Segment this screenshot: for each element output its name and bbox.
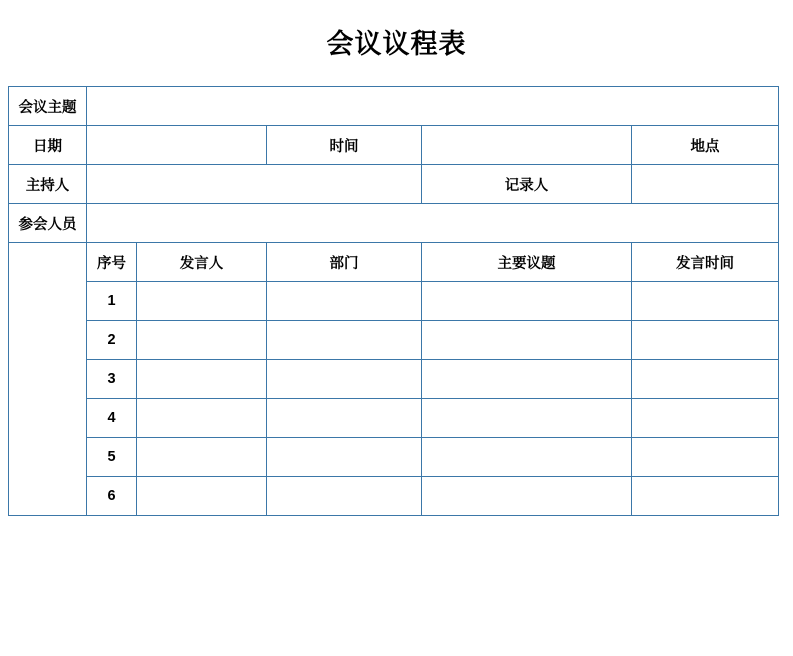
agenda-header-row: [9, 243, 779, 282]
column-header-department: 部门: [267, 243, 422, 282]
label-date: 日期: [9, 126, 87, 165]
cell-duration[interactable]: [632, 399, 779, 438]
cell-duration[interactable]: [632, 282, 779, 321]
cell-department[interactable]: [267, 321, 422, 360]
label-attendees: 参会人员: [9, 204, 87, 243]
row-date-time-place: [9, 126, 779, 165]
row-meeting-topic: [9, 87, 779, 126]
label-meeting-topic: 会议主题: [9, 87, 87, 126]
field-host[interactable]: [87, 165, 422, 204]
document-page: [0, 22, 793, 656]
column-header-topic: 主要议题: [422, 243, 632, 282]
cell-no: 6: [87, 477, 137, 516]
cell-department[interactable]: [267, 282, 422, 321]
cell-no: 2: [87, 321, 137, 360]
table-row: [9, 477, 779, 516]
cell-duration[interactable]: [632, 360, 779, 399]
field-time[interactable]: [422, 126, 632, 165]
row-host-recorder: [9, 165, 779, 204]
cell-duration[interactable]: [632, 477, 779, 516]
column-header-speaker: 发言人: [137, 243, 267, 282]
cell-department[interactable]: [267, 399, 422, 438]
cell-no: 4: [87, 399, 137, 438]
cell-department[interactable]: [267, 360, 422, 399]
table-row: [9, 399, 779, 438]
cell-speaker[interactable]: [137, 360, 267, 399]
cell-department[interactable]: [267, 438, 422, 477]
cell-duration[interactable]: [632, 438, 779, 477]
cell-topic[interactable]: [422, 477, 632, 516]
cell-speaker[interactable]: [137, 399, 267, 438]
cell-no: 3: [87, 360, 137, 399]
cell-duration[interactable]: [632, 321, 779, 360]
field-attendees[interactable]: [87, 204, 779, 243]
cell-topic[interactable]: [422, 399, 632, 438]
label-host: 主持人: [9, 165, 87, 204]
table-row: [9, 360, 779, 399]
field-recorder[interactable]: [632, 165, 779, 204]
cell-topic[interactable]: [422, 438, 632, 477]
cell-department[interactable]: [267, 477, 422, 516]
cell-speaker[interactable]: [137, 438, 267, 477]
field-date[interactable]: [87, 126, 267, 165]
agenda-left-spacer: [9, 243, 87, 516]
table-row: [9, 438, 779, 477]
label-time: 时间: [267, 126, 422, 165]
meeting-agenda-table: [8, 86, 779, 516]
cell-speaker[interactable]: [137, 282, 267, 321]
table-row: [9, 282, 779, 321]
column-header-duration: 发言时间: [632, 243, 779, 282]
table-row: [9, 321, 779, 360]
column-header-no: 序号: [87, 243, 137, 282]
cell-topic[interactable]: [422, 360, 632, 399]
cell-speaker[interactable]: [137, 477, 267, 516]
row-attendees: [9, 204, 779, 243]
cell-no: 5: [87, 438, 137, 477]
label-place: 地点: [632, 126, 779, 165]
page-title: 会议议程表: [326, 29, 467, 59]
cell-no: 1: [87, 282, 137, 321]
cell-speaker[interactable]: [137, 321, 267, 360]
field-meeting-topic[interactable]: [87, 87, 779, 126]
cell-topic[interactable]: [422, 282, 632, 321]
label-recorder: 记录人: [422, 165, 632, 204]
cell-topic[interactable]: [422, 321, 632, 360]
